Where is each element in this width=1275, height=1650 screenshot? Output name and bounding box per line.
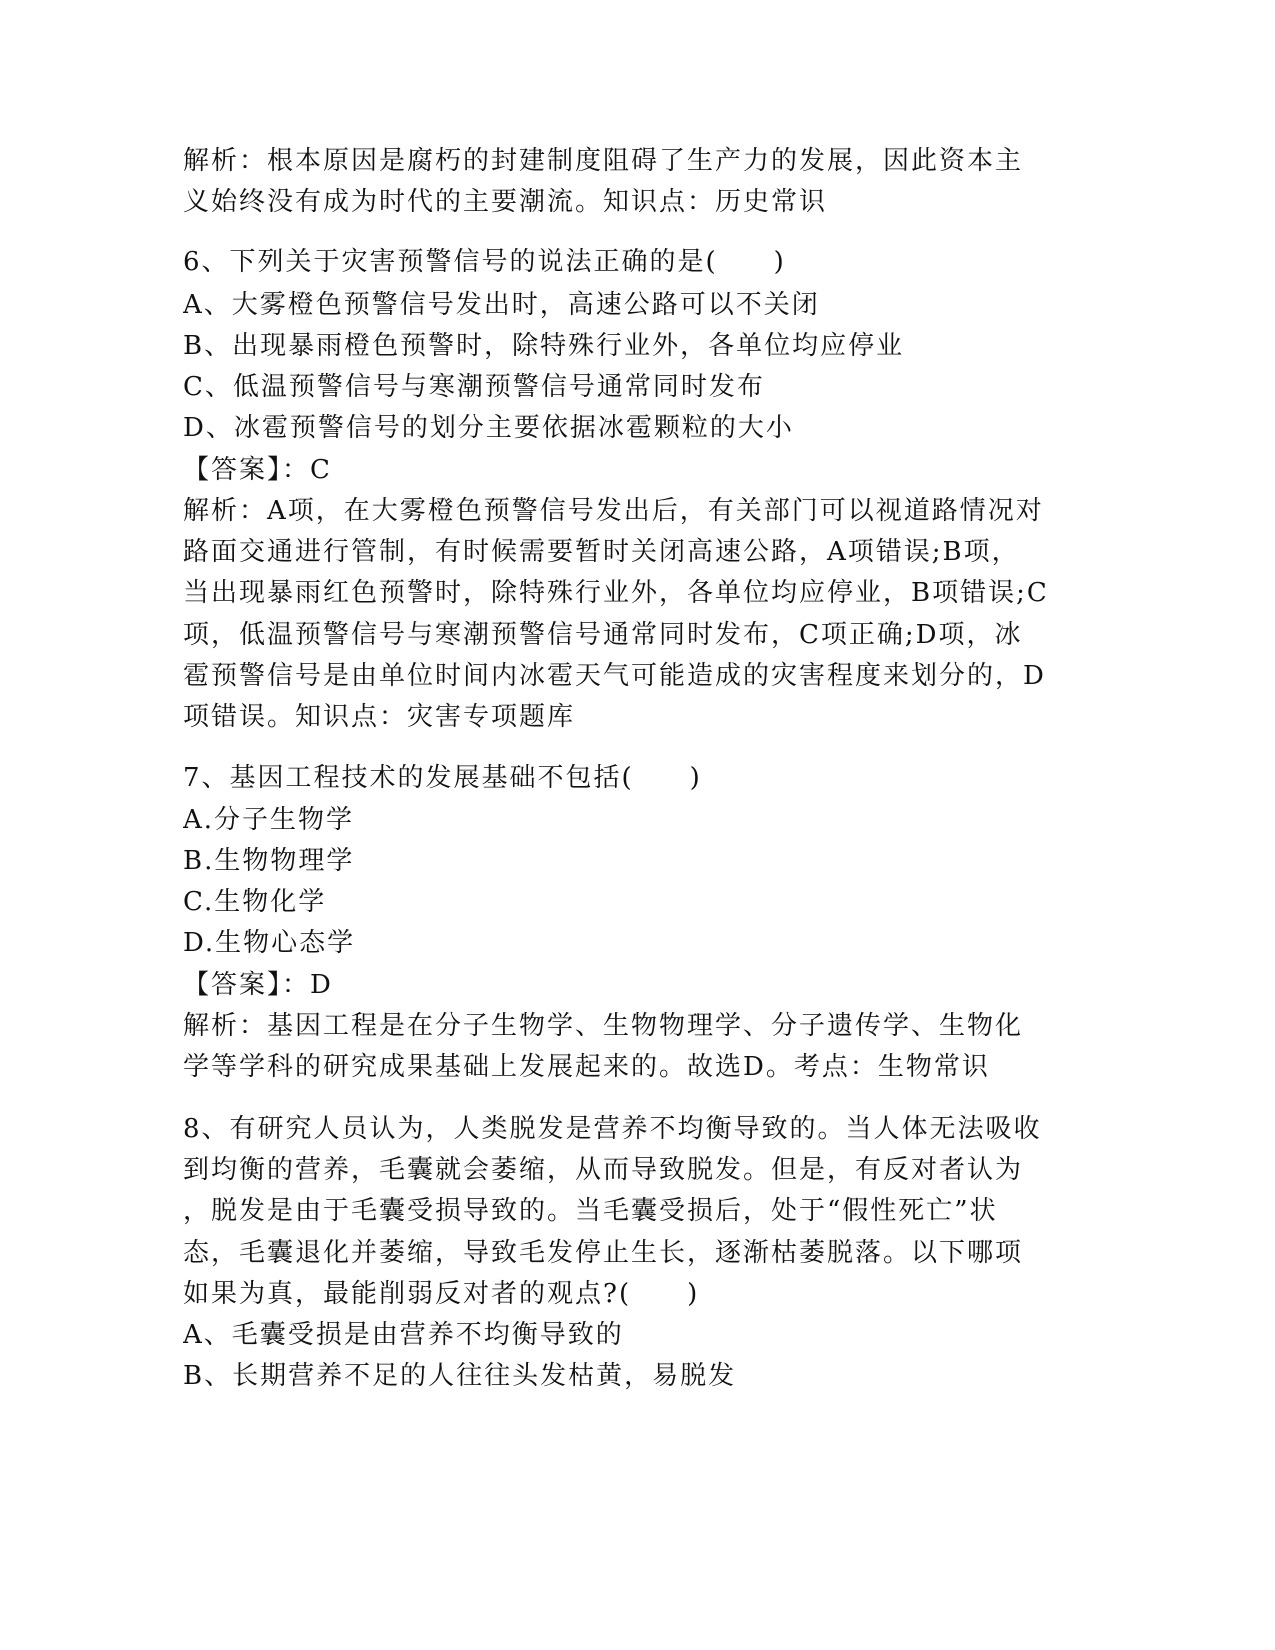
text-line: 当出现暴雨红色预警时，除特殊行业外，各单位均应停业，B项错误;C	[183, 578, 1049, 608]
question-stem: 8、有研究人员认为，人类脱发是营养不均衡导致的。当人体无法吸收	[183, 1114, 1042, 1144]
option-line: B、出现暴雨橙色预警时，除特殊行业外，各单位均应停业	[183, 331, 905, 361]
option-line: B、长期营养不足的人往往头发枯黄，易脱发	[183, 1361, 737, 1391]
option-line: A.分子生物学	[183, 805, 355, 835]
text-line: 解析：A项，在大雾橙色预警信号发出后，有关部门可以视道路情况对	[183, 496, 1044, 526]
text-line: 义始终没有成为时代的主要潮流。知识点：历史常识	[183, 187, 828, 217]
answer-line: 【答案】：D	[183, 970, 333, 1000]
option-line: B.生物物理学	[183, 846, 355, 876]
text-line: 解析：根本原因是腐朽的封建制度阻碍了生产力的发展，因此资本主	[183, 146, 1024, 176]
question-stem: 7、基因工程技术的发展基础不包括( )	[183, 763, 702, 793]
option-line: D、冰雹预警信号的划分主要依据冰雹颗粒的大小	[183, 413, 794, 443]
option-line: A、大雾橙色预警信号发出时，高速公路可以不关闭	[183, 290, 820, 320]
question-stem: 6、下列关于灾害预警信号的说法正确的是( )	[183, 247, 786, 277]
text-line: 项，低温预警信号与寒潮预警信号通常同时发布，C项正确;D项，冰	[183, 620, 1023, 650]
option-line: C.生物化学	[183, 887, 327, 917]
option-line: D.生物心态学	[183, 928, 356, 958]
text-line: 到均衡的营养，毛囊就会萎缩，从而导致脱发。但是，有反对者认为	[183, 1155, 1024, 1185]
option-line: C、低温预警信号与寒潮预警信号通常同时发布	[183, 372, 765, 402]
text-line: 学等学科的研究成果基础上发展起来的。故选D。考点：生物常识	[183, 1052, 990, 1082]
text-line: 解析：基因工程是在分子生物学、生物物理学、分子遗传学、生物化	[183, 1011, 1024, 1041]
text-line: 如果为真，最能削弱反对者的观点?( )	[183, 1279, 700, 1309]
option-line: A、毛囊受损是由营养不均衡导致的	[183, 1320, 624, 1350]
text-line: 项错误。知识点：灾害专项题库	[183, 702, 576, 732]
text-line: 态，毛囊退化并萎缩，导致毛发停止生长，逐渐枯萎脱落。以下哪项	[183, 1238, 1024, 1268]
text-line: 雹预警信号是由单位时间内冰雹天气可能造成的灾害程度来划分的，D	[183, 661, 1046, 691]
answer-line: 【答案】：C	[183, 455, 332, 485]
text-line: ，脱发是由于毛囊受损导致的。当毛囊受损后，处于“假性死亡”状	[183, 1196, 998, 1226]
text-line: 路面交通进行管制，有时候需要暂时关闭高速公路，A项错误;B项，	[183, 537, 1020, 567]
